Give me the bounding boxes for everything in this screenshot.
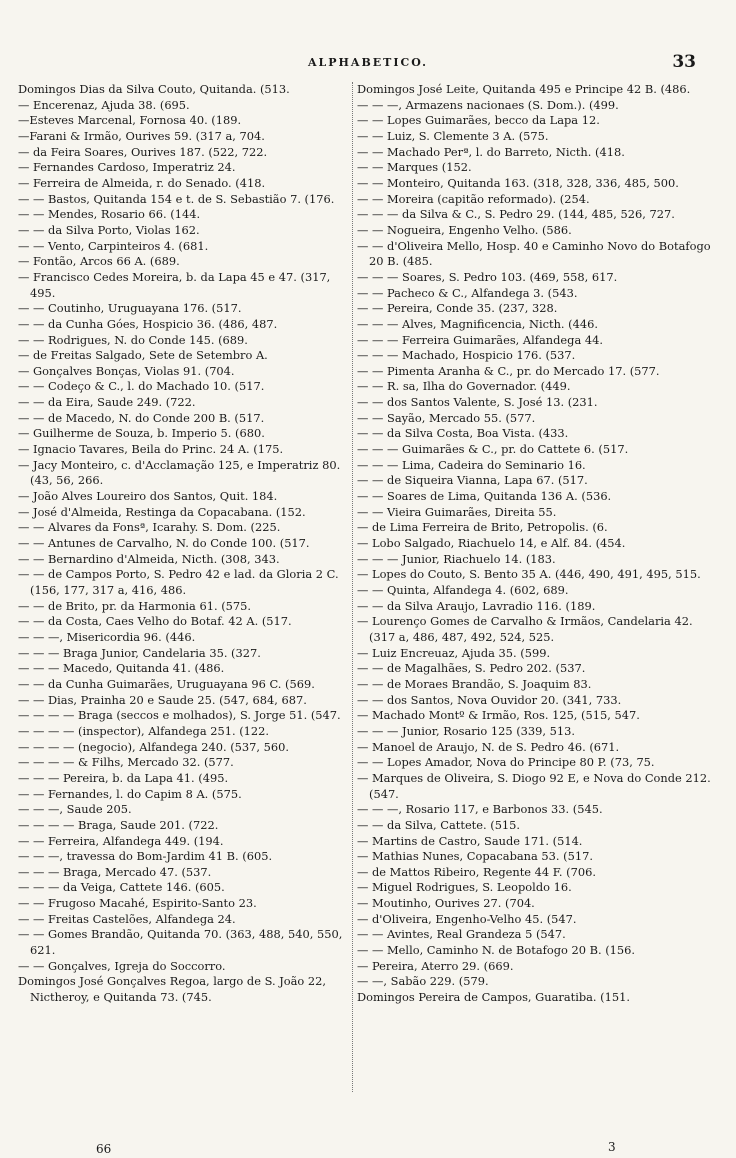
directory-entry: — — Sayão, Mercado 55. (577. [357,410,536,425]
directory-entry: — — — da Silva & C., S. Pedro 29. (144, 485, 526, 727. [357,207,675,222]
directory-entry: — — da Silva, Cattete. (515. [357,817,521,832]
directory-entry: — Francisco Cedes Moreira, b. da Lapa 45 e 47. (317, 495. [18,269,331,300]
directory-entry: — de Freitas Salgado, Sete de Setembro A. [18,348,268,363]
directory-entry: — — Codeço & C., l. do Machado 10. (517. [18,379,265,394]
directory-entry: — Ignacio Tavares, Beila do Princ. 24 A. (175. [18,442,284,457]
directory-entry: — — — — (negocio), Alfandega 240. (537, 560. [18,739,290,754]
directory-entry: — — —, travessa do Bom-Jardim 41 B. (605. [18,849,273,864]
directory-entry: — — Gonçalves, Igreja do Soccorro. [18,958,226,973]
directory-entry: — — da Cunha Guimarães, Uruguayana 96 C. (569. [18,676,315,691]
directory-entry: — — Fernandes, l. do Capim 8 A. (575. [18,786,242,801]
directory-entry: — — Lopes Guimarães, becco da Lapa 12. [357,113,600,128]
directory-entry: — — Pacheco & C., Alfandega 3. (543. [357,285,578,300]
directory-entry: — — dos Santos Valente, S. José 13. (231. [357,395,598,410]
directory-entry: — — Bastos, Quitanda 154 e t. de S. Sebastião 7. (176. [18,191,335,206]
directory-entry: — — Vento, Carpinteiros 4. (681. [18,238,209,253]
directory-entry: — — Luiz, S. Clemente 3 A. (575. [357,128,549,143]
directory-entry: — — — Pereira, b. da Lapa 41. (495. [18,770,229,785]
directory-entry: — — Lopes Amador, Nova do Principe 80 P. (73, 75. [357,755,655,770]
directory-entry: — — Quinta, Alfandega 4. (602, 689. [357,583,569,597]
directory-entry: Domingos Dias da Silva Couto, Quitanda. (513. [18,82,290,96]
running-header [0,52,736,76]
directory-entry: — d'Oliveira, Engenho-Velho 45. (547. [357,911,577,926]
page-title: ALPHABETICO. [307,56,428,69]
directory-entry: — Marques de Oliveira, S. Diogo 92 E, e Nova do Conde 212. (547. [357,770,711,801]
directory-entry: — — Soares de Lima, Quitanda 136 A. (536. [357,489,612,504]
left-column [18,82,351,1006]
directory-entry: — — — Macedo, Quitanda 41. (486. [18,661,225,676]
directory-entry: — — Nogueira, Engenho Velho. (586. [357,222,572,237]
directory-entry: — — — Soares, S. Pedro 103. (469, 558, 617. [357,269,618,284]
directory-entry: — Fontão, Arcos 66 A. (689. [18,254,180,269]
directory-entry: — Fernandes Cardoso, Imperatriz 24. [18,160,236,175]
directory-entry: — — de Moraes Brandão, S. Joaquim 83. [357,676,592,691]
directory-entry: — — da Eira, Saude 249. (722. [18,395,196,410]
directory-entry: — — —, Misericordia 96. (446. [18,629,196,644]
directory-entry: — — Rodrigues, N. do Conde 145. (689. [18,332,248,347]
directory-entry: — — —, Saude 205. [18,802,132,817]
directory-entry: — — — Braga Junior, Candelaria 35. (327. [18,645,261,660]
directory-entry: — — — Guimarães & C., pr. do Cattete 6. (517. [357,442,629,457]
directory-entry: — Jacy Monteiro, c. d'Acclamação 125, e Imperatriz 80. (43, 56, 266. [18,457,341,488]
directory-entry: — — d'Oliveira Mello, Hosp. 40 e Caminho Novo do Botafogo 20 B. (485. [357,238,711,269]
directory-entry: — — —, Armazens nacionaes (S. Dom.). (499. [357,97,619,112]
directory-entry: — — Moreira (capitão reformado). (254. [357,191,590,206]
directory-entry: — — de Magalhães, S. Pedro 202. (537. [357,661,586,676]
directory-entry: — — da Silva Porto, Violas 162. [18,222,200,237]
directory-entry: Domingos José Gonçalves Regoa, largo de S. João 22, Nictheroy, e Quitanda 73. (745. [18,974,327,1005]
directory-entry: — Luiz Encreuaz, Ajuda 35. (599. [357,645,551,660]
directory-entry: — José d'Almeida, Restinga da Copacabana. (152. [18,504,306,519]
directory-entry: — — Monteiro, Quitanda 163. (318, 328, 336, 485, 500. [357,175,679,190]
directory-entry: — Moutinho, Ourives 27. (704. [357,896,535,911]
directory-entry: — Lobo Salgado, Riachuelo 14, e Alf. 84. (454. [357,536,626,551]
directory-entry: — — — Ferreira Guimarães, Alfandega 44. [357,332,603,347]
directory-entry: — — de Siqueira Vianna, Lapa 67. (517. [357,473,588,488]
signature-mark-left: 66 [96,1142,112,1156]
directory-entry: — — — Junior, Rosario 125 (339, 513. [357,723,575,738]
directory-entry: — — Mello, Caminho N. de Botafogo 20 B. (156. [357,943,636,958]
directory-entry: — — Machado Perª, l. do Barreto, Nicth. (418. [357,144,625,159]
directory-entry: — — Alvares da Fonsª, Icarahy. S. Dom. (225. [18,520,281,535]
directory-entry: — — Vieira Guimarães, Direita 55. [357,504,557,519]
directory-entry: — — — Alves, Magnificencia, Nicth. (446. [357,316,598,331]
directory-entry: — — — — (inspector), Alfandega 251. (122. [18,723,270,738]
directory-entry: — — Frugoso Macahé, Espirito-Santo 23. [18,896,257,911]
directory-entry: Domingos José Leite, Quitanda 495 e Principe 42 B. (486. [357,82,691,96]
directory-entry: — — Mendes, Rosario 66. (144. [18,207,201,222]
directory-entry: — — de Macedo, N. do Conde 200 B. (517. [18,410,265,425]
directory-entry: — Guilherme de Souza, b. Imperio 5. (680. [18,426,265,441]
directory-entry: — de Lima Ferreira de Brito, Petropolis. (6. [357,520,608,535]
directory-entry: — Gonçalves Bonças, Violas 91. (704. [18,363,235,378]
directory-entry: — — — — Braga, Saude 201. (722. [18,817,219,832]
directory-entry: — Machado Montº & Irmão, Ros. 125, (515, 547. [357,708,640,723]
directory-entry: — — de Brito, pr. da Harmonia 61. (575. [18,598,252,613]
directory-entry: —Esteves Marcenal, Fornosa 40. (189. [18,113,242,128]
directory-entry: — — Ferreira, Alfandega 449. (194. [18,833,224,848]
directory-entry: — — — Junior, Riachuelo 14. (183. [357,551,556,566]
directory-entry: — da Feira Soares, Ourives 187. (522, 722. [18,144,268,159]
column-divider [352,82,353,1092]
directory-entry: Domingos Pereira de Campos, Guaratiba. (151. [357,990,630,1005]
directory-entry: — Manoel de Araujo, N. de S. Pedro 46. (671. [357,739,620,754]
directory-entry: — João Alves Loureiro dos Santos, Quit. 184. [18,489,278,504]
directory-entry: — — Marques (152. [357,160,472,175]
directory-entry: — — de Campos Porto, S. Pedro 42 e lad. da Gloria 2 C. (156, 177, 317 a, 416, 486. [18,567,339,597]
directory-entry: — — —, Rosario 117, e Barbonos 33. (545. [357,802,603,817]
directory-entry: — Martins de Castro, Saude 171. (514. [357,833,583,848]
directory-entry: — — — — & Filhs, Mercado 32. (577. [18,755,234,770]
directory-entry: — de Mattos Ribeiro, Regente 44 F. (706. [357,864,596,879]
directory-entry: — — — da Veiga, Cattete 146. (605. [18,880,225,895]
directory-entry: — Encerenaz, Ajuda 38. (695. [18,97,190,112]
directory-entry: — — Bernardino d'Almeida, Nicth. (308, 343. [18,551,280,566]
directory-entry: — — da Silva Araujo, Lavradio 116. (189. [357,598,596,613]
directory-entry: — Lopes do Couto, S. Bento 35 A. (446, 490, 491, 495, 515. [357,567,701,582]
directory-entry: — — — — Braga (seccos e molhados), S. Jorge 51. (547. [18,708,341,723]
directory-entry: — — Avintes, Real Grandeza 5 (547. [357,927,566,942]
directory-entry: — — Antunes de Carvalho, N. do Conde 100. (517. [18,536,310,551]
signature-mark-right: 3 [608,1140,616,1154]
directory-entry: — Mathias Nunes, Copacabana 53. (517. [357,849,593,864]
directory-entry: — — R. sa, Ilha do Governador. (449. [357,379,571,394]
directory-entry: — — da Cunha Góes, Hospicio 36. (486, 487. [18,316,278,331]
directory-entry: — Lourenço Gomes de Carvalho & Irmãos, Candelaria 42. (317 a, 486, 487, 492, 524, 525. [357,614,693,644]
directory-entry: — — Pimenta Aranha & C., pr. do Mercado 17. (577. [357,363,660,378]
directory-entry: — — — Braga, Mercado 47. (537. [18,864,212,879]
directory-entry: — Pereira, Aterro 29. (669. [357,958,514,973]
directory-entry: — —, Sabão 229. (579. [357,974,489,989]
directory-entry: — — da Costa, Caes Velho do Botaf. 42 A. (517. [18,614,292,629]
directory-entry: — — — Lima, Cadeira do Seminario 16. [357,457,586,472]
right-column [357,82,717,1006]
directory-entry: — — dos Santos, Nova Ouvidor 20. (341, 733. [357,692,622,707]
directory-entry: — — Dias, Prainha 20 e Saude 25. (547, 684, 687. [18,692,307,707]
directory-entry: — — Pereira, Conde 35. (237, 328. [357,301,558,316]
directory-entry: —Farani & Irmão, Ourives 59. (317 a, 704. [18,128,265,143]
directory-entry: — — Freitas Castelões, Alfandega 24. [18,911,236,926]
directory-entry: — Ferreira de Almeida, r. do Senado. (418. [18,175,266,190]
directory-entry: — — Coutinho, Uruguayana 176. (517. [18,301,242,316]
directory-entry: — Miguel Rodrigues, S. Leopoldo 16. [357,880,572,895]
directory-entry: — — Gomes Brandão, Quitanda 70. (363, 488, 540, 550, 621. [18,927,343,958]
directory-entry: — — da Silva Costa, Boa Vista. (433. [357,426,569,441]
page-number: 33 [672,52,696,72]
directory-entry: — — — Machado, Hospicio 176. (537. [357,348,576,363]
